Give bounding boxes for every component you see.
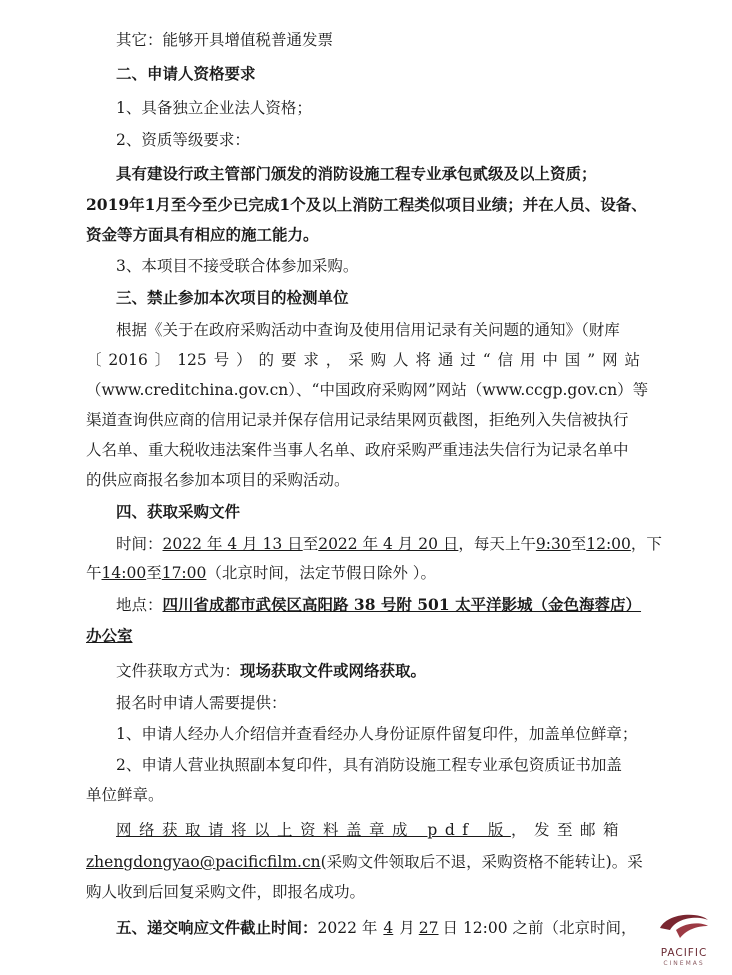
morning-start: 9:30 xyxy=(535,535,571,553)
network-acquisition-line-2 xyxy=(86,850,643,872)
time-mid-text: ，每天上午 xyxy=(458,535,536,553)
pacific-swoosh-icon xyxy=(656,910,712,944)
deadline-month: 4 xyxy=(383,919,394,937)
holiday-note: （北京时间，法定节假日除外 ）。 xyxy=(206,564,437,582)
place-address: 四川省成都市武侯区高阳路 38 号附 501 太平洋影城（金色海蓉店） xyxy=(162,595,642,614)
network-instruction-tail: ，发至邮箱 xyxy=(510,821,626,839)
time-label: 时间： xyxy=(116,535,163,553)
registration-item-2-line-1: 2、申请人营业执照副本复印件，具有消防设施工程专业承包资质证书加盖 xyxy=(116,756,622,774)
afternoon-prefix: 午 xyxy=(86,564,102,582)
time-end-text: ，下 xyxy=(630,535,662,553)
section-5-line xyxy=(116,916,640,938)
morning-end: 12:00 xyxy=(586,535,631,553)
method-label: 文件获取方式为： xyxy=(116,662,241,680)
section-2-heading: 二、申请人资格要求 xyxy=(116,64,256,83)
section-5-heading: 五、递交响应文件截止时间： xyxy=(116,918,318,937)
acquisition-place-line-1 xyxy=(116,593,640,615)
acquisition-method-line xyxy=(116,659,640,681)
network-acquisition-line-1 xyxy=(116,818,640,840)
start-date: 2022 年 4 月 13 日 xyxy=(162,535,303,553)
network-instruction: 网络获取请将以上资料盖章成 pdf 版 xyxy=(116,821,511,839)
network-note: (采购文件领取后不退，采购资格不能转让)。采 xyxy=(320,853,643,871)
method-value: 现场获取文件或网络获取。 xyxy=(240,661,427,680)
deadline-rest: 日 12:00 之前（北京时间， xyxy=(442,919,637,937)
requirement-item-2: 2、资质等级要求： xyxy=(116,131,250,149)
place-label: 地点： xyxy=(116,596,163,614)
section-3-heading: 三、禁止参加本次项目的检测单位 xyxy=(116,288,349,307)
end-date: 2022 年 4 月 20 日 xyxy=(318,535,459,553)
qualification-line-1: 具有建设行政主管部门颁发的消防设施工程专业承包贰级及以上资质； xyxy=(116,164,597,183)
section-3-paragraph-line-3: （www.creditchina.gov.cn）、“中国政府采购网”网站（www.ccgp.gov.cn）等 xyxy=(86,381,649,399)
deadline-year: 2022 年 xyxy=(317,919,378,937)
logo-subtitle: CINEMAS xyxy=(663,960,705,967)
email-link[interactable]: zhengdongyao@pacificfilm.cn xyxy=(86,853,321,871)
afternoon-start: 14:00 xyxy=(101,564,147,582)
qualification-line-2: 2019年1月至今至少已完成1个及以上消防工程类似项目业绩；并在人员、设备、 xyxy=(86,195,647,214)
other-invoice-line: 其它：能够开具增值税普通发票 xyxy=(116,31,334,49)
to-text: 至 xyxy=(146,564,162,582)
afternoon-end: 17:00 xyxy=(161,564,207,582)
acquisition-place-line-2: 办公室 xyxy=(86,626,133,645)
pacific-cinemas-logo xyxy=(638,910,730,972)
requirement-item-3: 3、本项目不接受联合体参加采购。 xyxy=(116,257,359,275)
registration-item-2-line-2: 单位鲜章。 xyxy=(86,786,164,804)
logo-name: PACIFIC xyxy=(660,947,708,959)
requirement-item-1: 1、具备独立企业法人资格； xyxy=(116,99,312,117)
section-3-paragraph-line-1: 根据《关于在政府采购活动中查询及使用信用记录有关问题的通知》（财库 xyxy=(116,321,620,339)
qualification-line-3: 资金等方面具有相应的施工能力。 xyxy=(86,225,319,244)
registration-item-1: 1、申请人经办人介绍信并查看经办人身份证原件留复印件，加盖单位鲜章； xyxy=(116,725,638,743)
to-text: 至 xyxy=(570,535,587,553)
deadline-month-unit: 月 xyxy=(399,919,415,937)
registration-intro: 报名时申请人需要提供： xyxy=(116,694,287,712)
section-3-paragraph-line-2: 〔2016〕125号）的要求，采购人将通过“信用中国”网站 xyxy=(86,351,640,369)
section-3-paragraph-line-5: 人名单、重大税收违法案件当事人名单、政府采购严重违法失信行为记录名单中 xyxy=(86,441,629,459)
section-3-paragraph-line-4: 渠道查询供应商的信用记录并保存信用记录结果网页截图，拒绝列入失信被执行 xyxy=(86,411,629,429)
to-text: 至 xyxy=(302,535,319,553)
deadline-day: 27 xyxy=(418,919,439,937)
network-acquisition-line-3: 购人收到后回复采购文件，即报名成功。 xyxy=(86,883,366,901)
section-4-heading: 四、获取采购文件 xyxy=(116,502,241,521)
acquisition-time-line-2 xyxy=(86,561,640,583)
acquisition-time-line-1 xyxy=(116,532,662,554)
section-3-paragraph-line-6: 的供应商报名参加本项目的采购活动。 xyxy=(86,471,350,489)
